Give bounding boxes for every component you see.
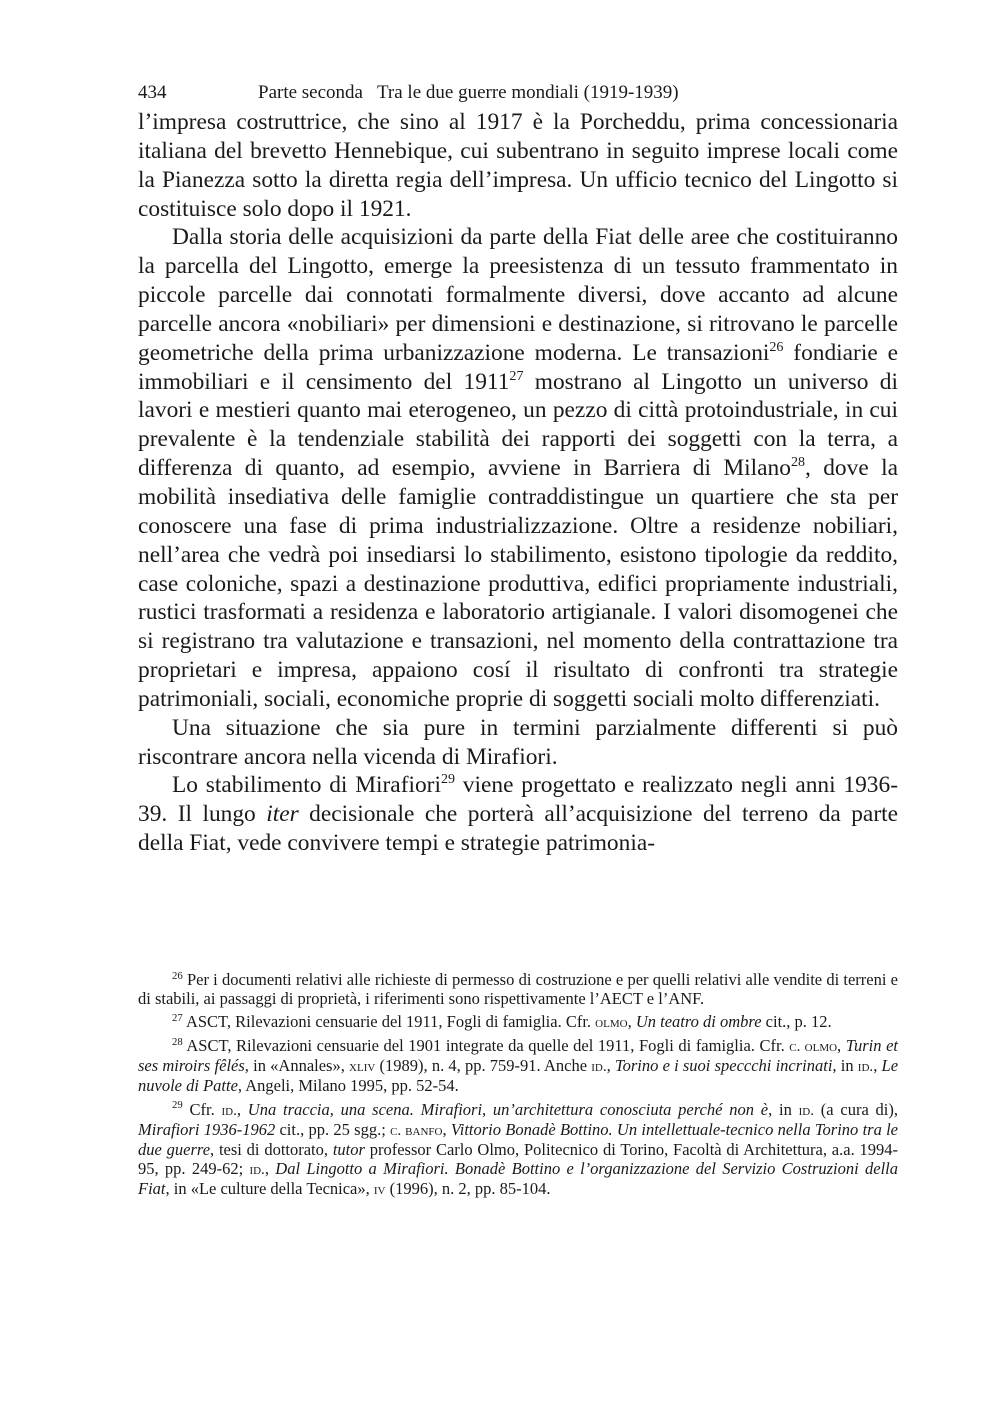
footnote-label: 26 (172, 969, 183, 982)
paragraph-4: Lo stabilimento di Mirafiori$^{29}$ viene progettato e realizzato negli anni 1936-39. Il lungo iter decisionale che porterà all’acquisizione del terreno da parte della Fiat, vede convivere tempi e strategie patrimonia- (138, 771, 898, 857)
footnote-label: 29 (172, 1099, 183, 1112)
footnote-label: 27 (172, 1011, 183, 1024)
page-number: 434 (138, 82, 167, 103)
footnote-ref-26[interactable]: 26 (769, 338, 784, 355)
footnote-29: $^{29}$ Cfr. id., Una traccia, una scena. Mirafiori, un’architettura conosciuta perché non è, in id. (a cura di), Mirafiori 1936-1962 cit., pp. 25 sgg.; c. banfo, Vittorio Bonadè Bottino. Un intellettuale-tecnico nella Torino tra le due guerre, tesi di dottorato, tutor professor Carlo Olmo, Politecnico di Torino, Facoltà di Architettura, a.a. 1994-95, pp. 249-62; id., Dal Lingotto a Mirafiori. Bonadè Bottino e l’organizzazione del Servizio Costruzioni della Fiat, in «Le culture della Tecnica», iv (1996), n. 2, pp. 85-104. (138, 1099, 899, 1198)
footnote-ref-29[interactable]: 29 (440, 771, 455, 788)
footnote-26: $^{26}$ Per i documenti relativi alle richieste di permesso di costruzione e per quelli relativi alle vendite di terreni e di stabili, ai passaggi di proprietà, i riferimenti sono rispettivamente l’AECT e l’ANF. (138, 969, 899, 1009)
footnote-label: 28 (172, 1035, 183, 1048)
paragraph-3: Una situazione che sia pure in termini parzialmente differenti si può riscontrare ancora nella vicenda di Mirafiori. (138, 714, 898, 770)
body-text (138, 108, 898, 858)
footnote-27: $^{27}$ ASCT, Rilevazioni censuarie del 1911, Fogli di famiglia. Cfr. olmo, Un teatro di ombre cit., p. 12. (138, 1012, 898, 1032)
footnote-28: $^{28}$ ASCT, Rilevazioni censuarie del 1901 integrate da quelle del 1911, Fogli di famiglia. Cfr. c. olmo, Turin et ses miroirs fêlés, in «Annales», xliv (1989), n. 4, pp. 759-91. Anche id., Torino e i suoi speccchi incrinati, in id., Le nuvole di Patte, Angeli, Milano 1995, pp. 52-54. (138, 1035, 899, 1096)
footnote-ref-27[interactable]: 27 (509, 367, 524, 384)
paragraph-2: Dalla storia delle acquisizioni da parte della Fiat delle aree che costituiranno la parcella del Lingotto, emerge la preesistenza di un tessuto frammentato in piccole parcelle dai connotati formalmente diversi, dove accanto ad alcune parcelle ancora «nobiliari» per dimensioni e destinazione, si ritrovano le parcelle geometriche della prima urbanizzazione moderna. Le transazioni$^{26}$ fondiarie e immobiliari e il censimento del 1911$^{27}$ mostrano al Lingotto un universo di lavori e mestieri quanto mai eterogeneo, un pezzo di città protoindustriale, in cui prevalente è la tendenziale stabilità dei rapporti dei soggetti con la terra, a differenza di quanto, ad esempio, avviene in Barriera di Milano$^{28}$, dove la mobilità insediativa delle famiglie contraddistingue un quartiere che sta per conoscere una fase di prima industrializzazione. Oltre a residenze nobiliari, nell’area che vedrà poi insediarsi lo stabilimento, esistono tipologie da reddito, case coloniche, spazi a destinazione produttiva, edifici propriamente industriali, rustici trasformati a residenza e laboratorio artigianale. I valori disomogenei che si registrano tra valutazione e transazioni, nel momento della contrattazione tra proprietari e impresa, appaiono cosí il risultato di confronti tra strategie patrimoniali, sociali, economiche proprie di soggetti sociali molto differenziati. (138, 224, 898, 712)
paragraph-1: l’impresa costruttrice, che sino al 1917 è la Porcheddu, prima concessionaria italiana del brevetto Hennebique, cui subentrano in seguito imprese locali come la Pianezza sotto la diretta regia dell’impresa. Un ufficio tecnico del Lingotto si costituisce solo dopo il 1921. (138, 109, 898, 222)
footnotes (138, 970, 898, 1203)
footnote-ref-28[interactable]: 28 (790, 454, 805, 471)
header-part: Parte seconda (258, 82, 363, 103)
header-title: Tra le due guerre mondiali (1919-1939) (376, 82, 679, 103)
running-header (138, 78, 898, 108)
book-page (138, 78, 899, 1198)
